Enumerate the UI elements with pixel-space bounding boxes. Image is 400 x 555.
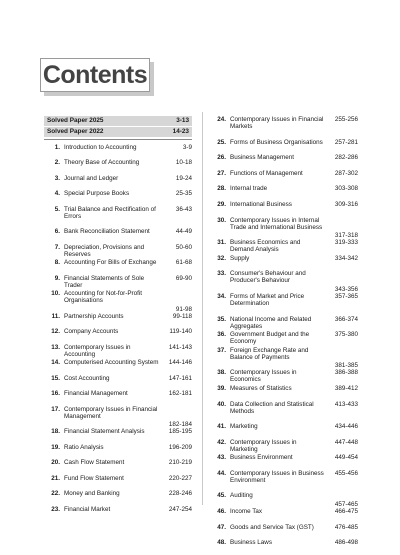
chapter-title: Supply	[230, 254, 250, 262]
chapter-title: International Business	[230, 200, 292, 208]
chapter-title: Foreign Exchange Rate and Balance of Payments	[230, 346, 309, 361]
toc-entry	[210, 439, 358, 455]
chapter-number: 33.	[217, 270, 226, 278]
chapter-number: 28.	[217, 185, 226, 193]
chapter-title: Theory Base of Accounting	[64, 159, 140, 166]
toc-entry	[44, 313, 192, 329]
solved-paper-label: Solved Paper 2025	[47, 117, 104, 125]
toc-entry	[210, 470, 358, 493]
chapter-title: Business Environment	[230, 454, 293, 462]
toc-entry	[210, 508, 358, 524]
chapter-title: Contemporary Issues in Internal Trade and International Business	[230, 216, 323, 231]
chapter-title: Contemporary Issues in Economics	[230, 369, 297, 384]
chapter-pages: 185-195	[168, 428, 192, 435]
chapter-pages: 303-308	[334, 185, 358, 193]
chapter-pages: 257-281	[334, 138, 358, 146]
solved-paper-pages: 14-23	[172, 128, 189, 136]
toc-entry	[44, 159, 192, 175]
chapter-title: National Income and Related Aggregates	[230, 315, 312, 330]
chapter-number: 20.	[51, 459, 60, 466]
chapter-title: Contemporary Issues in Financial Management	[64, 405, 158, 420]
contents-column-left	[44, 116, 192, 521]
chapter-number: 29.	[217, 200, 226, 208]
toc-entry	[210, 524, 358, 540]
chapter-number: 4.	[54, 190, 60, 197]
chapter-number: 5.	[54, 205, 60, 213]
toc-entry	[210, 201, 358, 217]
chapter-pages: 162-181	[168, 390, 192, 397]
toc-entry	[44, 144, 192, 160]
chapter-pages: 141-143	[168, 343, 192, 351]
chapter-number: 19.	[51, 443, 60, 451]
toc-entry	[210, 401, 358, 424]
chapter-number: 2.	[54, 159, 60, 166]
toc-entry	[210, 116, 358, 139]
chapter-pages: 449-454	[334, 454, 358, 462]
chapter-number: 39.	[217, 384, 226, 392]
chapter-number: 44.	[217, 469, 226, 477]
toc-entry	[210, 492, 358, 508]
chapter-pages: 69-90	[175, 274, 192, 282]
chapter-number: 31.	[217, 239, 226, 247]
chapter-number: 27.	[217, 169, 226, 177]
chapter-title: Fund Flow Statement	[64, 474, 124, 482]
toc-entry	[44, 206, 192, 229]
toc-entry	[44, 428, 192, 444]
toc-entry	[44, 344, 192, 360]
toc-entry	[210, 154, 358, 170]
solved-paper-label: Solved Paper 2022	[47, 128, 104, 136]
chapter-pages: 457-465	[334, 501, 358, 509]
page-title: Contents	[42, 60, 148, 89]
chapter-pages: 210-219	[168, 459, 192, 466]
chapter-pages: 144-146	[168, 359, 192, 366]
toc-entry	[210, 185, 358, 201]
chapter-title: Cost Accounting	[64, 374, 110, 382]
chapter-number: 25.	[217, 138, 226, 146]
chapter-number: 3.	[54, 174, 60, 182]
chapter-pages: 61-68	[175, 259, 192, 266]
chapter-number: 41.	[217, 423, 226, 431]
chapter-pages: 366-374	[334, 315, 358, 323]
chapter-number: 8.	[54, 259, 60, 266]
chapter-pages: 343-356	[334, 285, 358, 293]
toc-entry	[44, 506, 192, 522]
chapter-title: Accounting For Bills of Exchange	[64, 259, 157, 266]
column-divider	[202, 112, 203, 505]
toc-entry	[210, 385, 358, 401]
chapter-number: 6.	[54, 228, 60, 235]
toc-entry	[44, 359, 192, 375]
chapter-title: Depreciation, Provisions and Reserves	[64, 243, 145, 258]
chapter-pages: 455-456	[334, 469, 358, 477]
chapter-pages: 19-24	[175, 174, 192, 182]
chapter-title: Partnership Accounts	[64, 312, 124, 320]
chapter-title: Auditing	[230, 492, 253, 500]
chapter-number: 24.	[217, 116, 226, 123]
toc-entry	[210, 347, 358, 370]
chapter-number: 42.	[217, 438, 226, 446]
contents-title-box	[40, 58, 154, 96]
chapter-number: 32.	[217, 254, 226, 262]
chapter-title: Bank Reconciliation Statement	[64, 228, 150, 235]
chapter-title: Contemporary Issues in Financial Markets	[230, 116, 324, 130]
chapter-pages: 119-140	[169, 328, 192, 335]
chapter-pages: 44-49	[175, 228, 192, 235]
chapter-list-left	[44, 144, 192, 522]
toc-entry	[44, 406, 192, 429]
toc-entry	[210, 270, 358, 293]
chapter-number: 47.	[217, 523, 226, 531]
chapter-pages: 282-286	[334, 154, 358, 162]
chapter-pages: 99-118	[172, 312, 192, 320]
toc-entry	[44, 244, 192, 260]
chapter-pages: 486-498	[334, 539, 358, 547]
chapter-number: 15.	[51, 374, 60, 382]
chapter-pages: 287-302	[334, 169, 358, 177]
chapter-title: Data Collection and Statistical Methods	[230, 400, 314, 415]
chapter-title: Contemporary Issues in Accounting	[64, 343, 131, 358]
toc-entry	[44, 228, 192, 244]
toc-entry	[210, 139, 358, 155]
chapter-title: Income Tax	[230, 508, 263, 516]
chapter-pages: 255-256	[334, 116, 358, 123]
chapter-title: Computerised Accounting System	[64, 359, 159, 366]
chapter-title: Consumer's Behaviour and Producer's Behaviour	[230, 270, 306, 285]
chapter-title: Journal and Ledger	[64, 174, 119, 182]
chapter-title: Measures of Statistics	[230, 384, 292, 392]
chapter-number: 10.	[51, 290, 60, 297]
chapter-title: Financial Statements of Sole Trader	[64, 274, 145, 289]
chapter-title: Business Management	[230, 154, 295, 162]
chapter-pages: 309-316	[334, 200, 358, 208]
toc-entry	[44, 475, 192, 491]
chapter-pages: 25-35	[175, 190, 192, 197]
chapter-title: Financial Management	[64, 390, 128, 397]
chapter-list-right	[210, 116, 358, 555]
chapter-number: 38.	[217, 369, 226, 377]
chapter-number: 18.	[51, 428, 60, 435]
toc-entry	[210, 170, 358, 186]
chapter-number: 34.	[217, 292, 226, 300]
chapter-title: Trial Balance and Rectification of Errors	[64, 205, 156, 220]
chapter-title: Cash Flow Statement	[64, 459, 125, 466]
contents-column-right	[210, 116, 358, 555]
chapter-title: Special Purpose Books	[64, 190, 130, 197]
toc-entry	[210, 369, 358, 385]
title-face	[40, 58, 150, 92]
section-divider	[44, 139, 192, 140]
toc-entry	[210, 539, 358, 555]
toc-entry	[44, 275, 192, 291]
toc-entry	[44, 375, 192, 391]
toc-entry	[210, 423, 358, 439]
chapter-number: 37.	[217, 346, 226, 354]
toc-entry	[44, 290, 192, 313]
chapter-pages: 386-388	[334, 369, 358, 377]
chapter-number: 35.	[217, 315, 226, 323]
toc-entry	[44, 190, 192, 206]
toc-entry	[210, 255, 358, 271]
toc-entry	[210, 293, 358, 316]
toc-entry	[44, 175, 192, 191]
toc-entry	[210, 454, 358, 470]
chapter-pages: 147-161	[168, 374, 192, 382]
toc-entry	[210, 316, 358, 332]
toc-entry	[210, 217, 358, 240]
chapter-title: Money and Banking	[64, 490, 120, 497]
chapter-pages: 357-365	[334, 292, 358, 300]
toc-entry	[44, 328, 192, 344]
chapter-pages: 228-246	[168, 490, 192, 497]
chapter-pages: 447-448	[334, 438, 358, 446]
solved-paper-row	[44, 116, 192, 126]
chapter-number: 13.	[51, 343, 60, 351]
chapter-number: 7.	[54, 243, 60, 251]
chapter-number: 1.	[54, 143, 60, 151]
chapter-number: 46.	[217, 508, 226, 516]
chapter-number: 16.	[51, 390, 60, 397]
chapter-pages: 334-342	[334, 254, 358, 262]
chapter-title: Business Laws	[230, 539, 272, 547]
chapter-pages: 3-9	[182, 143, 192, 151]
chapter-title: Financial Statement Analysis	[64, 428, 145, 435]
solved-paper-row	[44, 127, 192, 137]
chapter-number: 45.	[217, 492, 226, 500]
chapter-number: 22.	[51, 490, 60, 497]
chapter-number: 14.	[51, 359, 60, 366]
chapter-pages: 91-98	[175, 305, 192, 313]
chapter-pages: 434-446	[334, 423, 358, 431]
chapter-number: 26.	[217, 154, 226, 162]
chapter-title: Marketing	[230, 423, 258, 431]
chapter-pages: 220-227	[168, 474, 192, 482]
chapter-number: 30.	[217, 216, 226, 224]
toc-entry	[44, 259, 192, 275]
chapter-pages: 381-385	[334, 362, 358, 370]
chapter-pages: 196-209	[168, 443, 192, 451]
chapter-number: 48.	[217, 539, 226, 547]
chapter-pages: 317-318	[334, 232, 358, 240]
chapter-number: 12.	[51, 328, 60, 335]
chapter-pages: 247-254	[168, 505, 192, 513]
chapter-title: Goods and Service Tax (GST)	[230, 523, 314, 531]
chapter-number: 11.	[51, 312, 60, 320]
toc-entry	[44, 390, 192, 406]
chapter-title: Internal trade	[230, 185, 268, 193]
toc-entry	[44, 490, 192, 506]
chapter-pages: 466-475	[334, 508, 358, 516]
chapter-title: Forms of Business Organisations	[230, 138, 323, 146]
chapter-number: 17.	[51, 405, 60, 413]
chapter-pages: 476-485	[334, 523, 358, 531]
toc-entry	[44, 444, 192, 460]
chapter-pages: 10-18	[175, 159, 192, 166]
chapter-pages: 375-380	[334, 331, 358, 339]
chapter-pages: 413-433	[334, 400, 358, 408]
chapter-number: 21.	[51, 474, 60, 482]
chapter-pages: 389-412	[334, 384, 358, 392]
toc-entry	[210, 239, 358, 255]
chapter-title: Introduction to Accounting	[64, 143, 137, 151]
toc-entry	[210, 331, 358, 347]
chapter-number: 9.	[54, 274, 60, 282]
chapter-number: 36.	[217, 331, 226, 339]
chapter-title: Forms of Market and Price Determination	[230, 292, 305, 307]
chapter-title: Government Budget and the Economy	[230, 331, 310, 346]
chapter-pages: 182-184	[168, 421, 192, 428]
solved-paper-pages: 3-13	[176, 117, 189, 125]
chapter-title: Functions of Management	[230, 169, 303, 177]
chapter-title: Company Accounts	[64, 328, 119, 335]
chapter-pages: 50-60	[175, 243, 192, 251]
chapter-number: 23.	[51, 505, 60, 513]
chapter-number: 40.	[217, 400, 226, 408]
chapter-title: Ratio Analysis	[64, 443, 104, 451]
chapter-pages: 319-333	[334, 239, 358, 247]
toc-entry	[44, 459, 192, 475]
chapter-title: Accounting for Not-for-Profit Organisations	[64, 290, 143, 304]
chapter-title: Business Economics and Demand Analysis	[230, 239, 301, 254]
chapter-pages: 36-43	[175, 205, 192, 213]
chapter-number: 43.	[217, 454, 226, 462]
chapter-title: Contemporary Issues in Marketing	[230, 438, 297, 453]
chapter-title: Contemporary Issues in Business Environment	[230, 469, 324, 484]
chapter-title: Financial Market	[64, 505, 111, 513]
